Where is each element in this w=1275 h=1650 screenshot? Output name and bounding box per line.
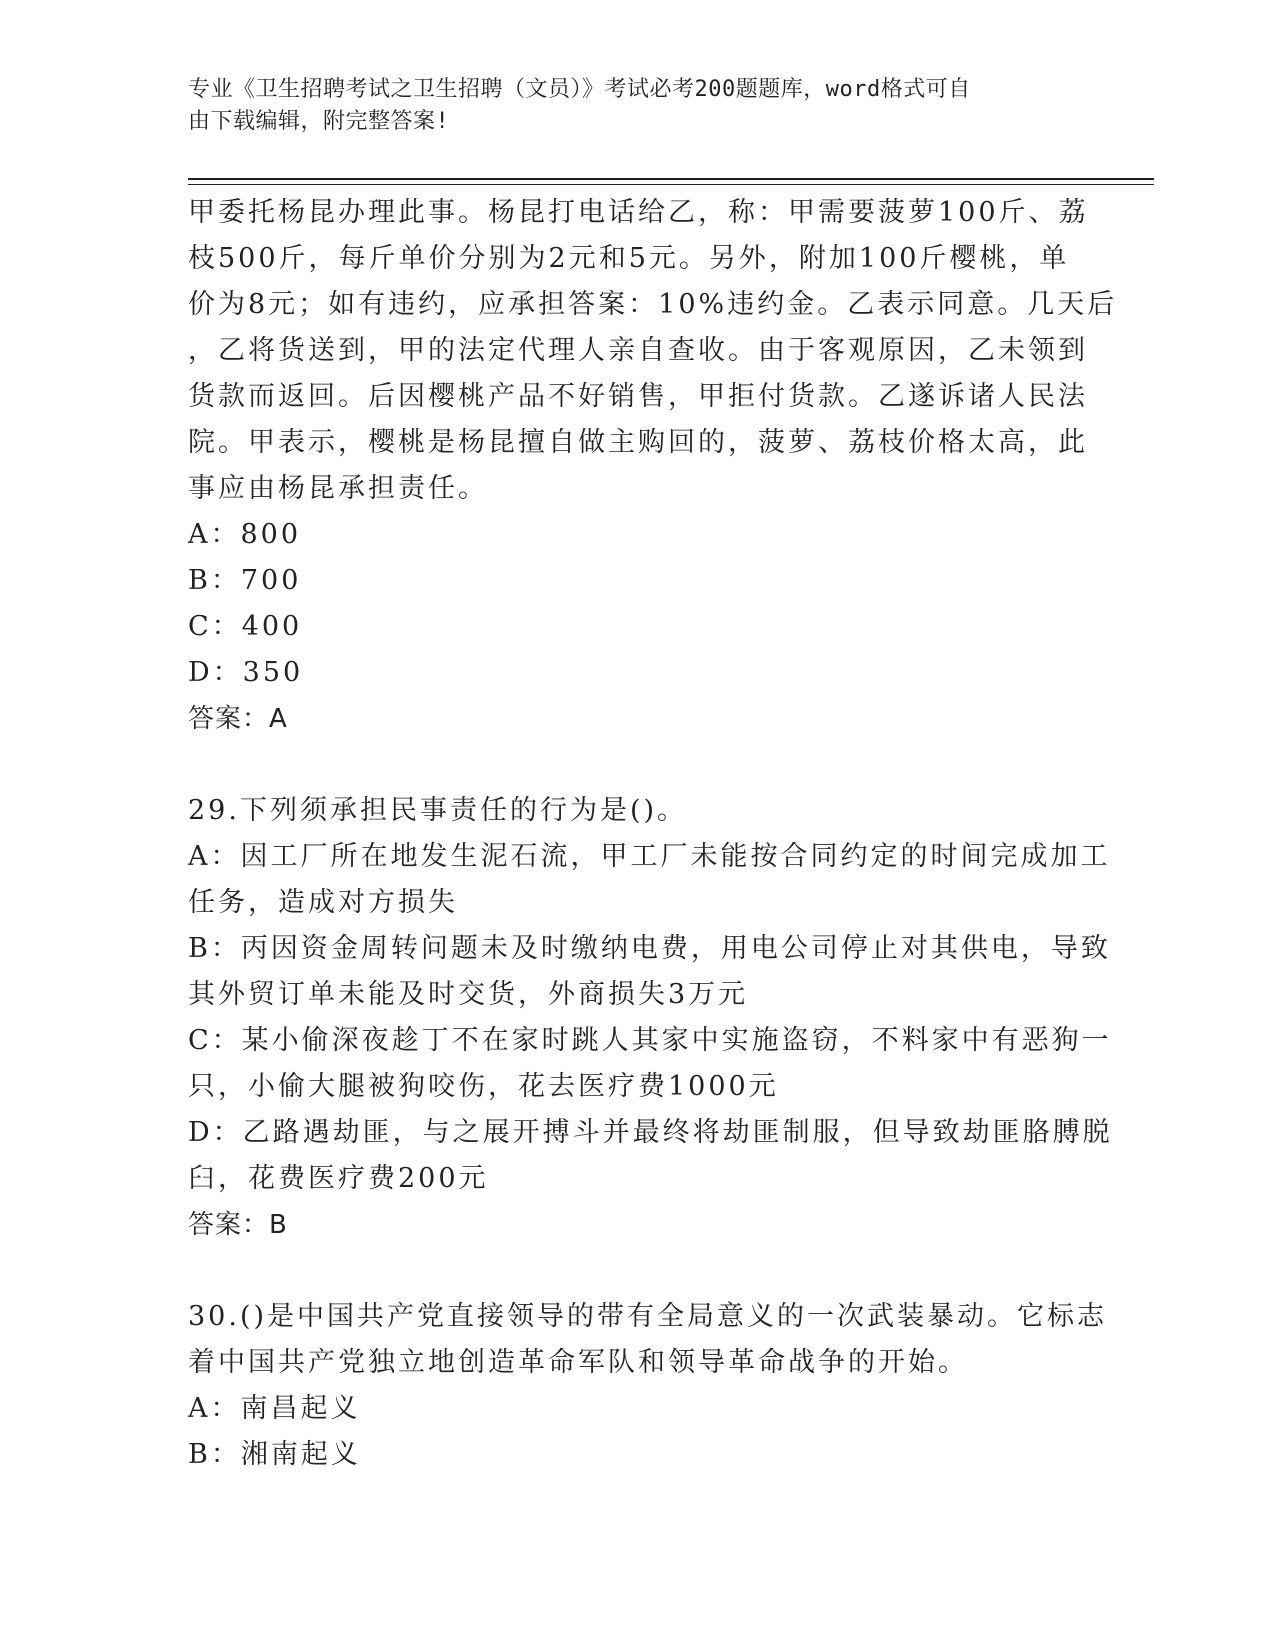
question-stem-line: 着中国共产党独立地创造革命军队和领导革命战争的开始。 [188,1347,968,1378]
option-d-continued: 臼，花费医疗费200元 [188,1163,489,1194]
question-stem-line: 院。甲表示，樱桃是杨昆擅自做主购回的，菠萝、荔枝价格太高，此 [188,427,1088,458]
option-a: A：800 [188,519,302,550]
option-a: A：因工厂所在地发生泥石流，甲工厂未能按合同约定的时间完成加工 [188,841,1111,872]
question-28 [188,190,1118,742]
question-stem-line: 30.()是中国共产党直接领导的带有全局意义的一次武装暴动。它标志 [188,1301,1108,1332]
option-b: B：丙因资金周转问题未及时缴纳电费，用电公司停止对其供电，导致 [188,933,1111,964]
header-divider-thin [188,184,1154,185]
answer-line: 答案：B [188,1210,288,1240]
question-29 [188,788,1113,1248]
option-c: C：400 [188,611,303,642]
question-stem-line: 事应由杨昆承担责任。 [188,473,488,504]
document-body [188,190,1118,1478]
option-c: C：某小偷深夜趁丁不在家时跳人其家中实施盗窃，不料家中有恶狗一 [188,1025,1112,1056]
option-c-continued: 只，小偷大腿被狗咬伤，花去医疗费1000元 [188,1071,779,1102]
option-b: B：700 [188,565,302,596]
question-stem-line: 价为8元；如有违约，应承担答案：10%违约金。乙表示同意。几天后 [188,289,1118,320]
header-divider-thick [188,178,1154,180]
header-line-1: 专业《卫生招聘考试之卫生招聘（文员）》考试必考200题题库，word格式可自 [188,77,971,102]
option-a: A：南昌起义 [188,1393,361,1424]
question-stem-line: 29.下列须承担民事责任的行为是()。 [188,795,688,826]
question-stem-line: 枝500斤，每斤单价分别为2元和5元。另外，附加100斤樱桃，单 [188,243,1070,274]
header-line-2: 由下载编辑，附完整答案! [188,109,450,134]
answer-line: 答案：A [188,704,288,734]
question-stem-line: 货款而返回。后因樱桃产品不好销售，甲拒付货款。乙遂诉诸人民法 [188,381,1088,412]
question-stem-line: 甲委托杨昆办理此事。杨昆打电话给乙，称：甲需要菠萝100斤、荔 [188,197,1089,228]
question-spacer [188,742,1088,788]
question-spacer [188,1248,1088,1294]
question-stem-line: ，乙将货送到，甲的法定代理人亲自查收。由于客观原因，乙未领到 [188,335,1088,366]
option-b: B：湘南起义 [188,1439,361,1470]
option-d: D：350 [188,657,304,688]
document-header [188,74,1088,138]
option-b-continued: 其外贸订单未能及时交货，外商损失3万元 [188,979,749,1010]
option-a-continued: 任务，造成对方损失 [188,887,458,918]
option-d: D：乙路遇劫匪，与之展开搏斗并最终将劫匪制服，但导致劫匪胳膊脱 [188,1117,1113,1148]
question-30 [188,1294,1108,1478]
